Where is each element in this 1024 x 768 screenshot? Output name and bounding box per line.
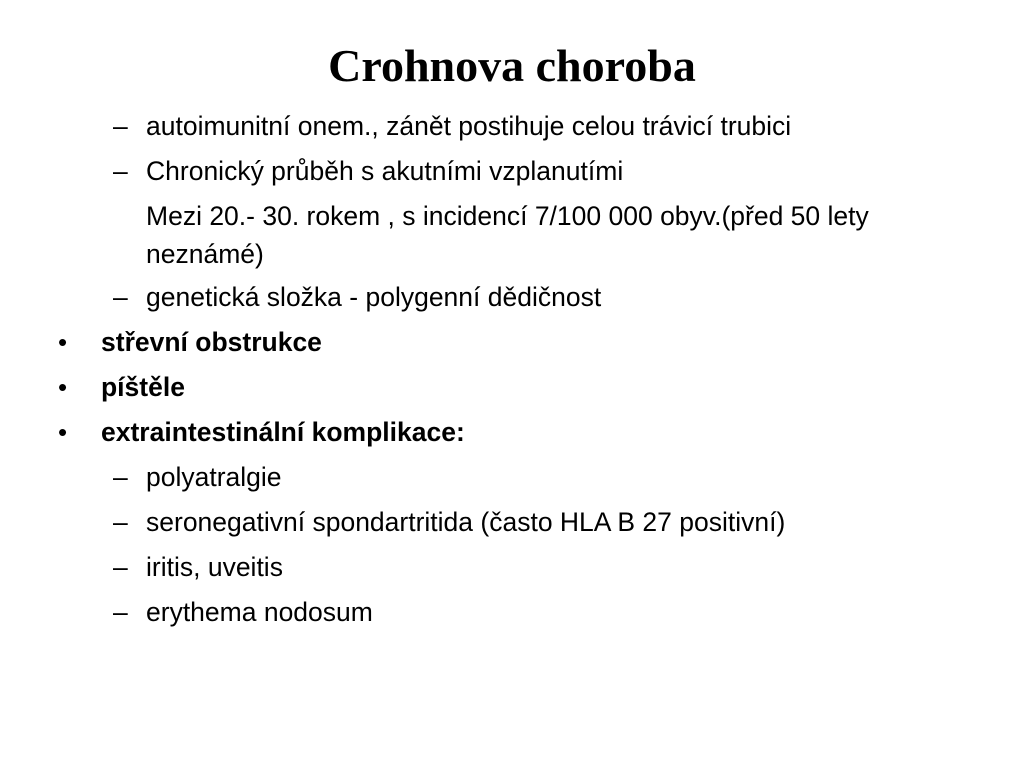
list-item-text: erythema nodosum xyxy=(146,597,373,627)
dash-marker: – xyxy=(113,507,128,537)
slide-title: Crohnova choroba xyxy=(328,40,696,91)
bullet-marker: • xyxy=(58,372,68,402)
list-item-text: střevní obstrukce xyxy=(101,327,322,357)
list-item-text: Chronický průběh s akutními vzplanutími xyxy=(146,156,624,186)
list-item-text: autoimunitní onem., zánět postihuje celou trávicí trubici xyxy=(146,111,792,141)
dash-marker: – xyxy=(113,552,128,582)
list-item-text: extraintestinální komplikace: xyxy=(101,417,465,447)
list-item-text: genetická složka - polygenní dědičnost xyxy=(146,282,602,312)
dash-marker: – xyxy=(113,156,128,186)
bullet-marker: • xyxy=(58,417,68,447)
list-item-text: píštěle xyxy=(101,372,185,402)
dash-marker: – xyxy=(113,597,128,627)
dash-marker: – xyxy=(113,111,128,141)
dash-marker: – xyxy=(113,282,128,312)
list-item-text: Mezi 20.- 30. rokem , s incidencí 7/100 000 obyv.(před 50 lety neznámé) xyxy=(146,201,869,269)
bullet-marker: • xyxy=(58,327,68,357)
list-item-text: polyatralgie xyxy=(146,462,282,492)
dash-marker: – xyxy=(113,462,128,492)
list-item-text: iritis, uveitis xyxy=(146,552,283,582)
list-item-text: seronegativní spondartritida (často HLA B 27 positivní) xyxy=(146,507,786,537)
